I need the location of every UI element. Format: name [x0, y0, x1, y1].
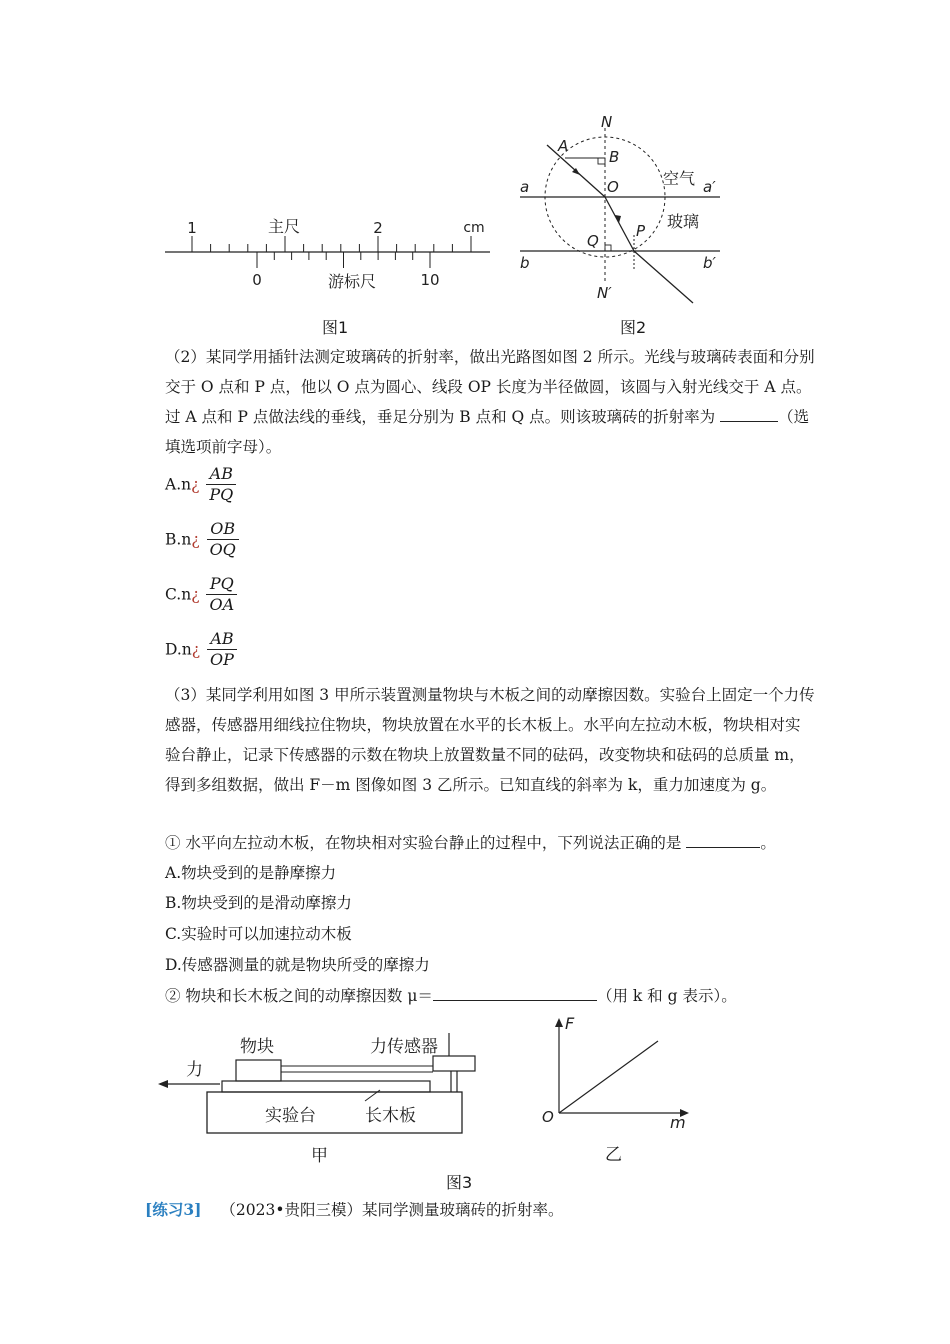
answer-blank-2[interactable] — [720, 405, 778, 422]
label-sensor: 力传感器 — [370, 1037, 438, 1057]
label-yi: 乙 — [605, 1145, 622, 1165]
option-prefix: A.n — [165, 475, 192, 494]
main-tick-1: 1 — [187, 219, 197, 237]
label-block: 物块 — [240, 1037, 274, 1057]
option-2c[interactable] — [165, 574, 237, 615]
exercise-line — [145, 1195, 563, 1225]
option-2a[interactable] — [165, 464, 236, 505]
label-b: b — [520, 254, 530, 272]
label-b-prime: b′ — [703, 254, 716, 272]
question-3-sub2 — [165, 981, 737, 1011]
option-prefix: D.n — [165, 640, 192, 659]
denominator: OA — [209, 595, 235, 614]
fraction — [207, 519, 239, 560]
question-2-text — [165, 342, 815, 462]
label-force: 力 — [186, 1060, 203, 1080]
exercise-tag: [练习3] — [145, 1200, 202, 1219]
label-glass: 玻璃 — [667, 212, 700, 231]
question-2-tail: （选填选项前字母）。 — [165, 408, 810, 456]
label-table: 实验台 — [265, 1106, 316, 1126]
numerator: OB — [207, 519, 239, 540]
option-3d[interactable]: D.传感器测量的就是物块所受的摩擦力 — [165, 956, 430, 974]
label-Q: Q — [587, 232, 599, 250]
odd-glyph: ¿ — [191, 585, 200, 604]
denominator: PQ — [209, 485, 234, 504]
axis-label-F: F — [565, 1014, 575, 1033]
question-3-text: （3）某同学利用如图 3 甲所示装置测量物块与木板之间的动摩擦因数。实验台上固定一个力传感器，传感器用细线拉住物块，物块放置在水平的长木板上。水平向左拉动木板，物块相对实验台静止，记录下传感器的示数在物块上放置数量不同的砝码，改变物块和砝码的总质量 m，得到多组数据，做出 F－m 图像如图 3 乙所示。已知直线的斜率为 k，重力加速度为 g。 — [165, 686, 815, 794]
origin-label: O — [542, 1108, 554, 1126]
fraction — [206, 574, 237, 615]
sub2-end: （用 k 和 g 表示）。 — [596, 987, 737, 1005]
figure-2-refraction — [515, 110, 725, 310]
option-3a[interactable]: A.物块受到的是静摩擦力 — [165, 864, 337, 882]
option-prefix: C.n — [165, 585, 192, 604]
label-A: A — [558, 137, 569, 155]
option-3b[interactable]: B.物块受到的是滑动摩擦力 — [165, 894, 352, 912]
main-tick-2: 2 — [373, 219, 383, 237]
figure-3-caption: 图3 — [446, 1173, 473, 1192]
denominator: OP — [210, 650, 234, 669]
label-a-prime: a′ — [703, 178, 716, 196]
figure-1-vernier — [160, 212, 500, 292]
odd-glyph: ¿ — [191, 530, 200, 549]
option-prefix: B.n — [165, 530, 192, 549]
unit-label: cm — [463, 220, 485, 236]
vernier-scale-label: 游标尺 — [327, 272, 377, 291]
option-3c[interactable]: C.实验时可以加速拉动木板 — [165, 925, 352, 943]
label-B: B — [609, 148, 620, 166]
odd-glyph: ¿ — [191, 640, 201, 659]
vernier-tick-0: 0 — [252, 271, 262, 289]
exercise-text: （2023•贵阳三模）某同学测量玻璃砖的折射率。 — [220, 1201, 564, 1219]
fraction — [206, 464, 236, 505]
figure-3-apparatus — [150, 1025, 480, 1170]
answer-blank-3-1[interactable] — [686, 831, 760, 848]
label-board: 长木板 — [365, 1106, 416, 1126]
numerator: AB — [207, 629, 237, 650]
option-2d[interactable] — [165, 629, 237, 670]
figure-2-caption: 图2 — [620, 318, 647, 337]
figure-3-graph — [535, 1010, 695, 1170]
denominator: OQ — [209, 540, 236, 559]
numerator: PQ — [206, 574, 237, 595]
question-2-body: （2）某同学用插针法测定玻璃砖的折射率，做出光路图如图 2 所示。光线与玻璃砖表面和分别交于 O 点和 P 点，他以 O 点为圆心、线段 OP 长度为半径做圆，该圆与入射光线交于 A 点。过 A 点和 P 点做法线的垂线，垂足分别为 B 点和 Q 点。则该玻璃砖的折射率为 — [165, 348, 815, 426]
main-scale-label: 主尺 — [267, 217, 301, 236]
vernier-tick-10: 10 — [420, 271, 440, 289]
label-O: O — [607, 178, 619, 196]
label-jia: 甲 — [311, 1146, 328, 1166]
question-3-sub1 — [165, 828, 776, 858]
label-air: 空气 — [663, 169, 696, 188]
numerator: AB — [206, 464, 236, 485]
label-N-prime: N′ — [597, 284, 612, 302]
sub1-end: 。 — [760, 834, 776, 852]
figure-1-caption: 图1 — [322, 318, 349, 337]
sub1-text: ① 水平向左拉动木板，在物块相对实验台静止的过程中，下列说法正确的是 — [165, 834, 687, 852]
label-a: a — [520, 178, 530, 196]
sub2-text: ② 物块和长木板之间的动摩擦因数 μ＝ — [165, 987, 433, 1005]
label-N: N — [601, 113, 613, 131]
option-2b[interactable] — [165, 519, 239, 560]
answer-blank-3-2[interactable] — [433, 984, 597, 1001]
axis-label-m: m — [670, 1113, 686, 1132]
label-P: P — [636, 222, 646, 240]
data-line — [559, 1041, 658, 1113]
odd-glyph: ¿ — [191, 475, 200, 494]
fraction — [207, 629, 237, 670]
